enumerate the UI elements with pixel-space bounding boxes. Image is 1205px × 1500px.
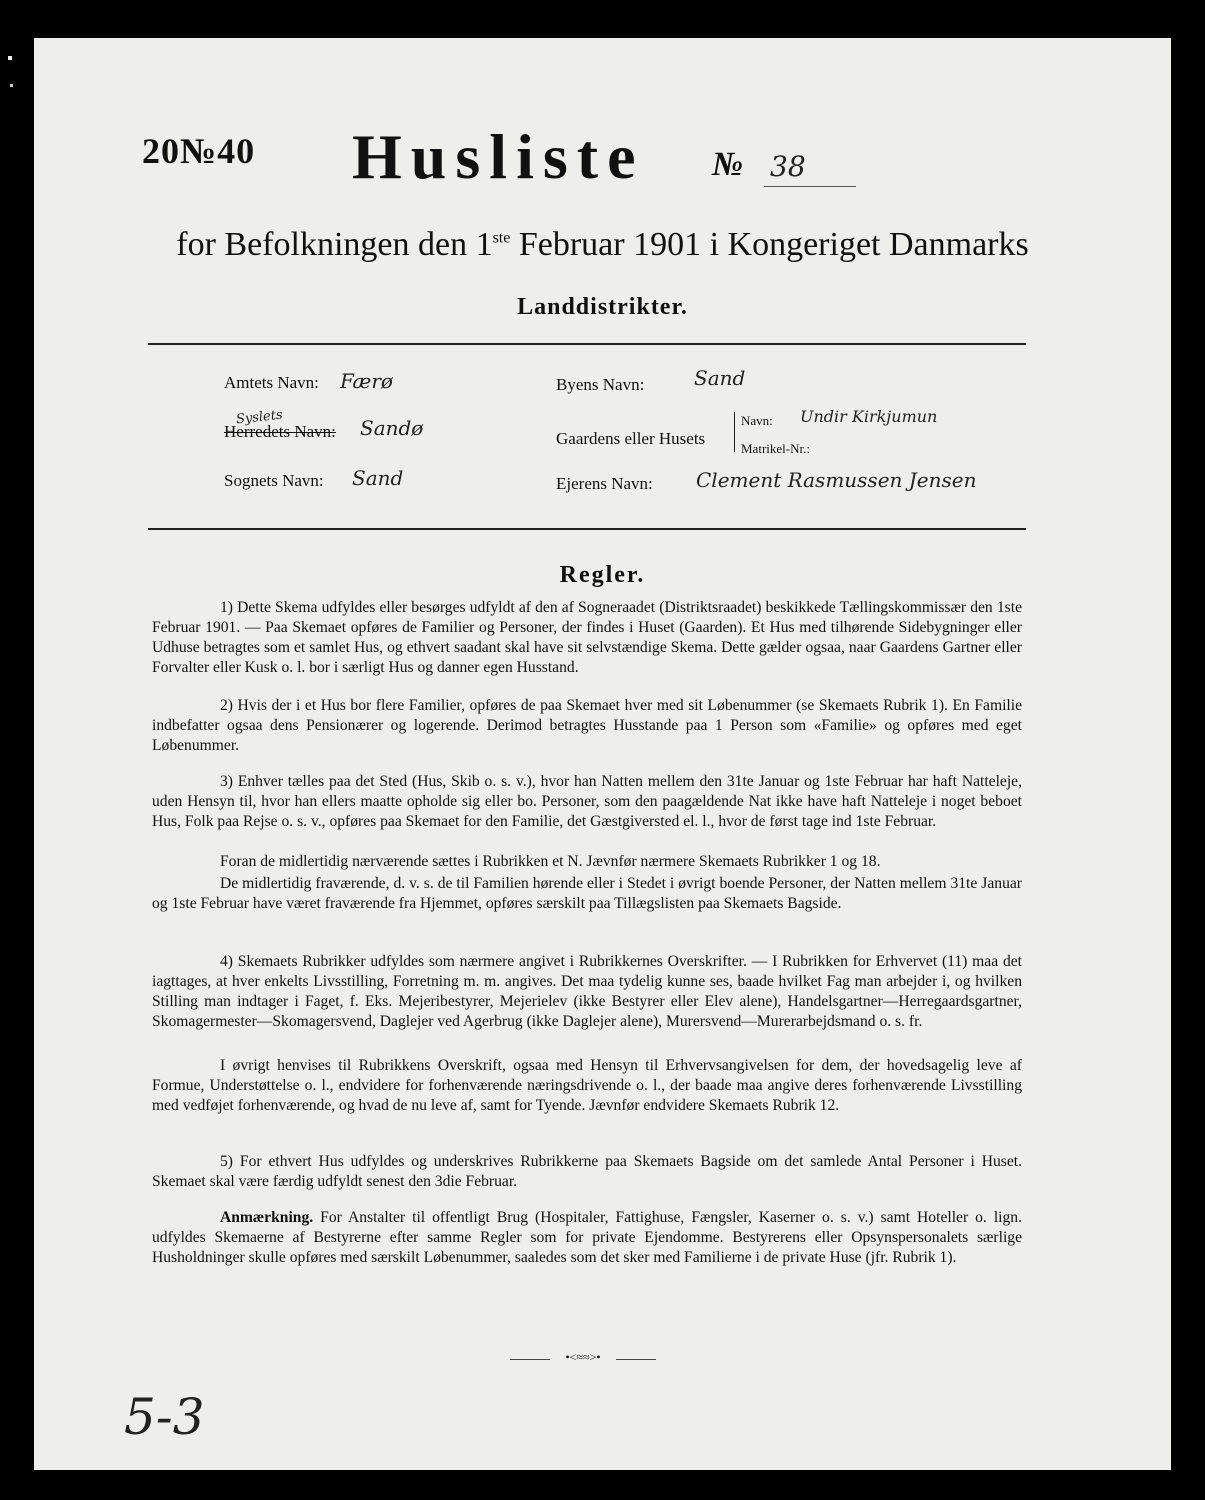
sogn-label: Sognets Navn: bbox=[224, 471, 324, 490]
page-subtitle bbox=[34, 226, 1171, 264]
amt-label: Amtets Navn: bbox=[224, 373, 319, 392]
handwritten-mark: 5-3 bbox=[124, 1388, 205, 1446]
list-number-underline bbox=[764, 186, 856, 187]
gaard-navn-value: Undir Kirkjumun bbox=[800, 407, 938, 426]
rule-paragraph-3b: Foran de midlertidig nærværende sættes i Rubrikken et N. Jævnfør nærmere Skemaets Rubrikker 1 og 18. bbox=[220, 853, 881, 870]
gaard-label: Gaardens eller Husets bbox=[556, 429, 706, 448]
amt-value: Færø bbox=[340, 369, 393, 393]
rule-paragraph-5: 5) For ethvert Hus udfyldes og underskrives Rubrikkerne paa Skemaets Bagside om det samlede Antal Personer i Huset. Skemaet skal være færdig udfyldt senest den 3die Februar. bbox=[152, 1153, 1022, 1190]
district-heading: Landdistrikter. bbox=[517, 294, 688, 320]
herred-label-text: Herredets Navn: bbox=[224, 422, 336, 441]
reference-number: 20№40 bbox=[142, 131, 256, 171]
scan-speck bbox=[10, 84, 13, 87]
top-divider bbox=[148, 343, 1026, 345]
subtitle-start: for Befolkningen den 1 bbox=[176, 226, 493, 263]
ejer-label: Ejerens Navn: bbox=[556, 474, 653, 493]
rule-paragraph-3c: De midlertidig fraværende, d. v. s. de til Familien hørende eller i Stedet i øvrigt boende Personer, der Natten mellem 31te Januar og 1ste Februar have været fraværende fra Hjemmet, opføres særskilt paa Tillægslisten paa Skemaets Bagside. bbox=[152, 875, 1022, 912]
ornament: •<≈≈>• bbox=[550, 1350, 616, 1365]
scan-speck bbox=[8, 56, 12, 60]
by-label: Byens Navn: bbox=[556, 375, 645, 394]
subtitle-superscript: ste bbox=[492, 229, 511, 247]
rule-paragraph-3a: 3) Enhver tælles paa det Sted (Hus, Skib o. s. v.), hvor han Natten mellem den 31te Januar og 1ste Februar har haft Natteleje, uden Hensyn til, hvor han ellers maatte opholde sig eller bo. Personer, som den paagældende Nat ikke have haft Natteleje i noget beboet Hus, Folk paa Rejse o. s. v., opføres paa Skemaet for den Familie, det Gæstgiversted el. l., hvor de først tage ind 1ste Februar. bbox=[152, 773, 1022, 830]
herred-value: Sandø bbox=[360, 416, 424, 440]
subtitle-end: Februar 1901 i Kongeriget Danmarks bbox=[510, 226, 1029, 263]
middle-divider bbox=[148, 528, 1026, 530]
gaard-bracket bbox=[734, 412, 735, 452]
sogn-value: Sand bbox=[352, 466, 404, 490]
rule-paragraph-4a: 4) Skemaets Rubrikker udfyldes som nærmere angivet i Rubrikkernes Overskrifter. — I Rubrikken for Erhvervet (11) maa det iagttages, at hver enkelts Livsstilling, Forretning m. m. angives. Det maa tydelig kunne ses, baade hvilket Fag man arbejder i, og hvilken Stilling man indtager i Faget, f. Eks. Mejeribestyrer, Mejerielev (ikke Bestyrer eller Elev alene), Handelsgartner—Herregaardsgartner, Skomagermester—Skomagersvend, Daglejer ved Agerbrug (ikke Daglejer alene), Murersvend—Murerarbejdsmand o. s. fr. bbox=[152, 953, 1022, 1030]
note-text: For Anstalter til offentligt Brug (Hospitaler, Fattighuse, Fængsler, Kaserner o. s. v.) samt Hoteller o. lign. udfyldes Skemaerne af Bestyrerne efter samme Regler som for private Ejendomme. Bestyrerens eller Opsynspersonalets særlige Husholdninger skulle opføres med særskilt Løbenummer, saaledes som det sker med Familierne i de private Huse (jfr. Rubrik 1). bbox=[152, 1209, 1022, 1266]
note-paragraph bbox=[152, 1208, 1022, 1268]
rules-heading: Regler. bbox=[559, 562, 646, 588]
by-value: Sand bbox=[694, 366, 746, 390]
matrikel-label: Matrikel-Nr.: bbox=[741, 441, 810, 456]
rule-paragraph-1: 1) Dette Skema udfyldes eller besørges udfyldt af den af Sogneraadet (Distriktsraadet) beskikkede Tællingskommissær den 1ste Februar 1901. — Paa Skemaet opføres de Familier og Personer, der findes i Huset (Gaarden). Et Hus med tilhørende Sidebygninger eller Udhuse betragtes som et samlet Hus, og ethvert saadant skal have sit selvstændige Skema. Dette gælder ogsaa, naar Gaardens Gartner eller Forvalter eller Kusk o. l. bor i særligt Hus og danner egen Husstand. bbox=[152, 599, 1022, 676]
census-form-page bbox=[34, 38, 1171, 1470]
rule-paragraph-2: 2) Hvis der i et Hus bor flere Familier, opføres de paa Skemaet hver med sit Løbenummer (se Skemaets Rubrik 1). En Familie indbefatter ogsaa dens Pensionærer og logerende. Derimod betragtes Husstande paa 1 Person som «Familie» og opføres med eget Løbenummer. bbox=[152, 697, 1022, 754]
herred-correction: Syslets bbox=[235, 407, 284, 428]
page-title: Husliste bbox=[352, 121, 645, 192]
ejer-value: Clement Rasmussen Jensen bbox=[696, 468, 977, 492]
note-label: Anmærkning. bbox=[220, 1209, 314, 1226]
rule-paragraph-4b: I øvrigt henvises til Rubrikkens Overskrift, ogsaa med Hensyn til Erhvervsangivelsen for dem, der hovedsagelig leve af Formue, Understøttelse o. l., endvidere for forhenværende næringsdrivende o. l., der baade maa angive deres forhenværende Livsstilling med vedføjet forhenværende, og hvad de nu leve af, samt for Tyende. Jævnfør endvidere Skemaets Rubrik 12. bbox=[152, 1057, 1022, 1114]
gaard-navn-label: Navn: bbox=[741, 413, 773, 428]
herred-label bbox=[224, 422, 336, 442]
list-number-label: № bbox=[712, 146, 744, 183]
list-number-value: 38 bbox=[770, 150, 806, 183]
